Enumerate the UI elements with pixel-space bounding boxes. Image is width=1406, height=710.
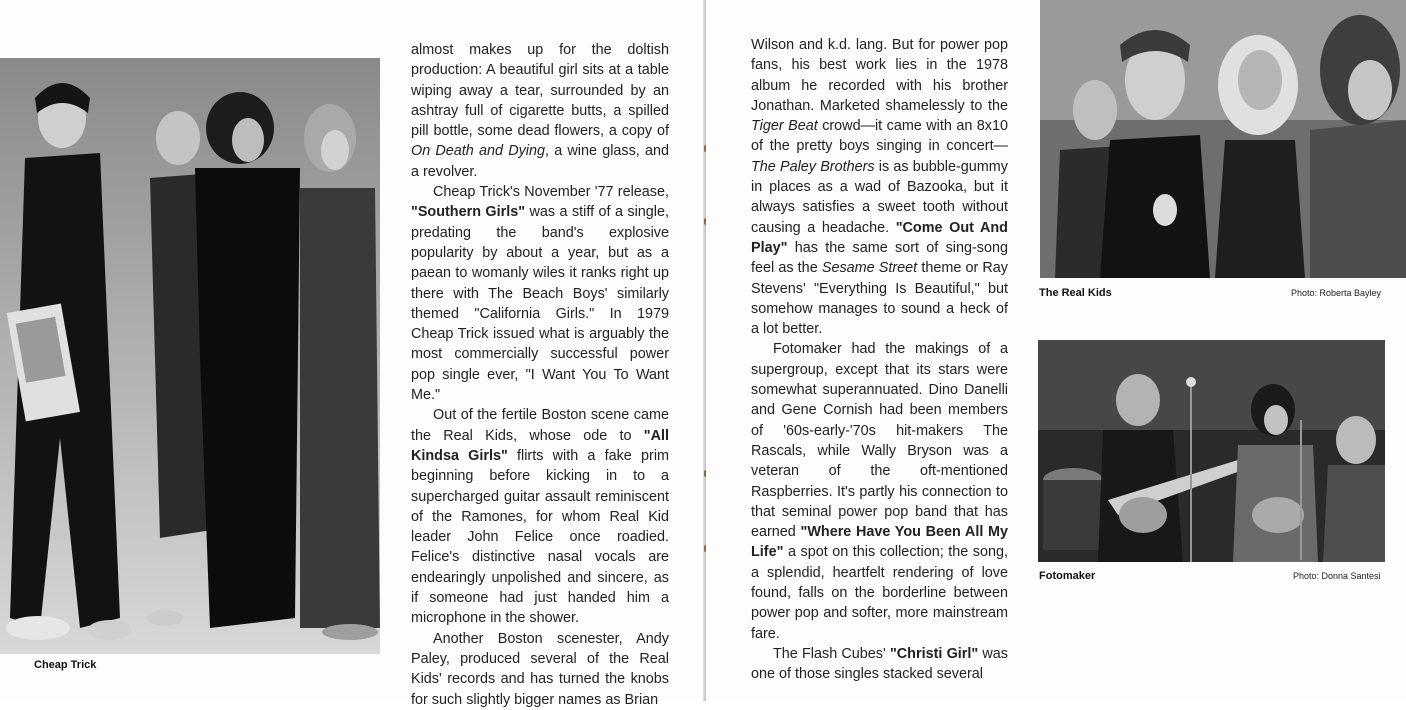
text: The Flash Cubes'	[773, 645, 890, 662]
song-title: "Southern Girls"	[411, 204, 526, 221]
fotomaker-photo	[1038, 340, 1385, 562]
text: Another Boston scenester, Andy Paley, produced several of the Real Kids' records and has turned the knobs for such slightly bigger names as Brian	[411, 630, 669, 708]
text: Wilson and k.d. lang. But for power pop fans, his best work lies in the 1978 album he recorded with his brother Jonathan. Marketed shamelessly to the	[751, 37, 1008, 114]
text: crowd—it came with an 8x10 of the pretty boys singing in concert—	[751, 118, 1008, 155]
fotomaker-photo-image	[1038, 340, 1385, 562]
cheap-trick-caption: Cheap Trick	[34, 659, 97, 671]
text: was a stiff of a single, predating the band's explosive popularity by about a year, but as a paean to womanly wiles it ranks right up there with The Beach Boys' similarly themed "California Girls." In 1979 Cheap Trick issued what is arguably the most commercially successful power pop single ever, "I Want You To Want Me."	[411, 204, 669, 404]
right-paragraph-1	[751, 35, 1008, 339]
fotomaker-caption: Fotomaker	[1039, 570, 1096, 582]
text: Cheap Trick's November '77 release,	[433, 184, 669, 201]
real-kids-credit: Photo: Roberta Bayley	[1291, 288, 1382, 298]
left-paragraph-3	[411, 405, 669, 628]
song-title: "Where Have You Been All My Life"	[751, 524, 1008, 561]
real-kids-photo-image	[1040, 0, 1406, 278]
left-paragraph-4	[411, 629, 669, 710]
album-title: The Paley Brothers	[751, 158, 875, 175]
song-title: "All Kindsa Girls"	[411, 427, 669, 464]
fotomaker-credit: Photo: Donna Santesi	[1293, 571, 1381, 581]
right-paragraph-3	[751, 644, 1008, 685]
text: a spot on this collection; the song, a splendid, heartfelt rendering of love found, falls on the borderline between power pop and softer, more mainstream fare.	[751, 544, 1008, 642]
left-paragraph-2	[411, 182, 669, 405]
right-text-column	[751, 35, 1008, 685]
text: Out of the fertile Boston scene came the Real Kids, whose ode to	[411, 407, 669, 444]
right-paragraph-2	[751, 339, 1008, 643]
text: , a wine glass, and a revolver.	[411, 143, 669, 180]
text: has the same sort of sing-song feel as the	[751, 239, 1008, 277]
text: almost makes up for the doltish production: A beautiful girl sits at a table wiping away a tear, surrounded by an ashtray full of cigarette butts, a spilled pill bottle, some dead flowers, a copy of	[411, 42, 669, 140]
song-title: "Christi Girl"	[889, 645, 979, 662]
text: flirts with a fake prim beginning before kicking in to a supercharged guitar assault reminiscent of the Ramones, for whom Real Kid leader John Felice once roadied. Felice's distinctive nasal vocals are endearingly unpolished and sincere, as if someone had just handed him a microphone in the shower.	[411, 447, 669, 627]
real-kids-caption: The Real Kids	[1039, 287, 1112, 299]
cheap-trick-photo-image	[0, 58, 380, 654]
left-text-column	[411, 40, 669, 710]
cheap-trick-photo	[0, 58, 380, 654]
song-title: "Come Out And Play"	[751, 219, 1008, 256]
right-page	[706, 0, 1406, 701]
text: theme or Ray Stevens' "Everything Is Beautiful," but somehow manages to sound a heck of a lot better.	[751, 260, 1008, 338]
left-paragraph-1	[411, 40, 669, 182]
book-title: On Death and Dying	[411, 143, 545, 160]
show-title: Sesame Street	[821, 260, 918, 277]
text: Fotomaker had the makings of a supergroup, except that its stars were somewhat superannuated. Dino Danelli and Gene Cornish had been members of '60s-early-'70s hit-makers The Rascals, while Wally Bryson was a veteran of the oft-mentioned Raspberries. It's partly his connection to that seminal power pop band that has earned	[751, 341, 1008, 541]
text: is as bubble-gummy in places as a wad of Bazooka, but it always satisfies a sweet tooth without causing a headache.	[751, 158, 1008, 236]
text: was one of those singles stacked several	[751, 645, 1009, 683]
real-kids-photo	[1040, 0, 1406, 278]
magazine-title: Tiger Beat	[751, 118, 818, 135]
